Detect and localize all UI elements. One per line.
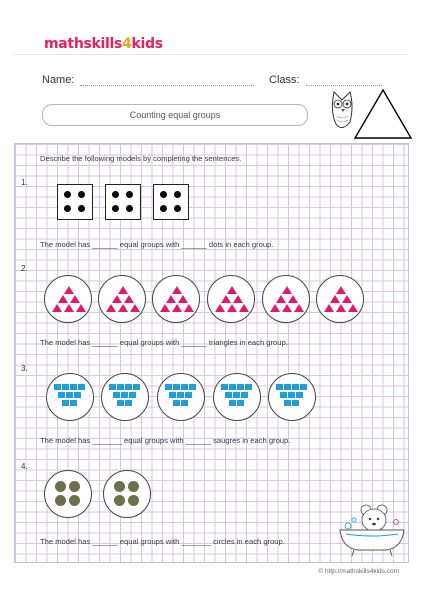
square-shape	[62, 384, 69, 390]
name-field[interactable]	[80, 85, 254, 86]
square-shape	[70, 400, 77, 406]
square-shape	[288, 392, 295, 398]
square-shape	[221, 384, 228, 390]
question-sentence-2: The model has ______ equal groups with ______ triangles in each group.	[40, 338, 288, 347]
dots-group	[57, 184, 93, 220]
circle-shape	[128, 481, 139, 492]
circle-shape	[114, 481, 125, 492]
triangle-shape	[130, 304, 140, 312]
name-label: Name:	[42, 74, 75, 86]
circle-group	[44, 470, 92, 518]
triangle-shape	[124, 295, 134, 303]
question-number-1: 1.	[21, 178, 28, 187]
question-sentence-3: The model has _______ equal groups with ______ saugres in each group.	[40, 436, 291, 445]
dots-group	[153, 184, 189, 220]
triangle-shape	[324, 304, 334, 312]
circle-shape	[114, 495, 125, 506]
triangle-shape	[52, 304, 62, 312]
triangle-shape	[178, 295, 188, 303]
square-shape	[181, 400, 188, 406]
square-shape	[292, 384, 299, 390]
triangle-shape	[276, 295, 286, 303]
triangle-shape	[270, 304, 280, 312]
question-number-4: 4.	[21, 462, 28, 471]
class-label: Class:	[269, 74, 300, 86]
square-shape	[109, 384, 116, 390]
triangle-shape	[112, 295, 122, 303]
square-shape	[284, 384, 291, 390]
triangle-shape	[282, 304, 292, 312]
triangle-shape	[118, 286, 128, 294]
square-shape	[58, 392, 65, 398]
square-shape	[117, 400, 124, 406]
circle-shape	[128, 495, 139, 506]
triangle-group	[98, 275, 146, 323]
square-group	[101, 373, 149, 421]
square-shape	[233, 392, 240, 398]
square-shape	[113, 392, 120, 398]
triangle-shape	[118, 304, 128, 312]
square-shape	[62, 400, 69, 406]
square-shape	[276, 384, 283, 390]
triangle-group	[207, 275, 255, 323]
triangle-shape	[160, 304, 170, 312]
bear-in-bathtub-illustration	[336, 500, 408, 558]
square-shape	[225, 392, 232, 398]
square-shape	[173, 384, 180, 390]
triangle-shape	[294, 304, 304, 312]
question-sentence-1: The model has ______ equal groups with ______ dots in each group.	[40, 240, 274, 249]
triangle-shape	[172, 304, 182, 312]
square-shape	[177, 392, 184, 398]
square-shape	[185, 392, 192, 398]
question-sentence-4: The model has ______ equal groups with _______ circles in each group.	[40, 537, 285, 546]
square-shape	[117, 384, 124, 390]
triangle-group	[316, 275, 364, 323]
header-divider	[14, 54, 407, 55]
square-shape	[70, 384, 77, 390]
triangle-group	[262, 275, 310, 323]
site-logo: mathskills4kids	[44, 36, 163, 52]
square-shape	[169, 392, 176, 398]
square-shape	[133, 384, 140, 390]
square-shape	[181, 384, 188, 390]
square-shape	[74, 392, 81, 398]
square-shape	[280, 392, 287, 398]
triangle-shape	[288, 295, 298, 303]
circle-group	[103, 470, 151, 518]
square-group	[213, 373, 261, 421]
square-shape	[189, 384, 196, 390]
worksheet-title: Counting equal groups	[42, 104, 308, 126]
triangle-shape	[76, 304, 86, 312]
triangle-shape	[58, 295, 68, 303]
triangle-group	[44, 275, 92, 323]
square-shape	[237, 384, 244, 390]
square-shape	[284, 400, 291, 406]
square-group	[46, 373, 94, 421]
triangle-shape	[348, 304, 358, 312]
circle-shape	[55, 481, 66, 492]
question-number-2: 2.	[21, 264, 28, 273]
square-shape	[237, 400, 244, 406]
square-shape	[165, 384, 172, 390]
square-shape	[125, 400, 132, 406]
instruction-text: Describe the following models by completing the sentences.	[40, 154, 242, 163]
triangle-shape	[282, 286, 292, 294]
square-shape	[66, 392, 73, 398]
square-shape	[173, 400, 180, 406]
square-shape	[121, 392, 128, 398]
triangle-shape	[330, 295, 340, 303]
square-shape	[300, 384, 307, 390]
footer-credit: © http://mathskills4kids.com	[318, 568, 399, 575]
square-group	[268, 373, 316, 421]
triangle-shape	[184, 304, 194, 312]
question-number-3: 3.	[21, 364, 28, 373]
dots-group	[105, 184, 141, 220]
triangle-shape	[227, 286, 237, 294]
triangle-shape	[106, 304, 116, 312]
triangle-group	[152, 275, 200, 323]
triangle-shape	[233, 295, 243, 303]
square-shape	[296, 392, 303, 398]
triangle-shape	[221, 295, 231, 303]
triangle-shape	[239, 304, 249, 312]
triangle-shape	[64, 304, 74, 312]
triangle-shape	[336, 304, 346, 312]
circle-shape	[69, 495, 80, 506]
triangle-shape	[215, 304, 225, 312]
square-shape	[229, 400, 236, 406]
circle-shape	[55, 495, 66, 506]
square-shape	[229, 384, 236, 390]
square-shape	[78, 384, 85, 390]
square-group	[157, 373, 205, 421]
square-shape	[292, 400, 299, 406]
square-shape	[129, 392, 136, 398]
square-shape	[245, 384, 252, 390]
owl-illustration	[328, 84, 412, 150]
square-shape	[241, 392, 248, 398]
square-shape	[54, 384, 61, 390]
triangle-shape	[172, 286, 182, 294]
triangle-shape	[227, 304, 237, 312]
triangle-shape	[336, 286, 346, 294]
triangle-shape	[166, 295, 176, 303]
triangle-shape	[70, 295, 80, 303]
square-shape	[125, 384, 132, 390]
triangle-shape	[64, 286, 74, 294]
triangle-shape	[342, 295, 352, 303]
circle-shape	[69, 481, 80, 492]
